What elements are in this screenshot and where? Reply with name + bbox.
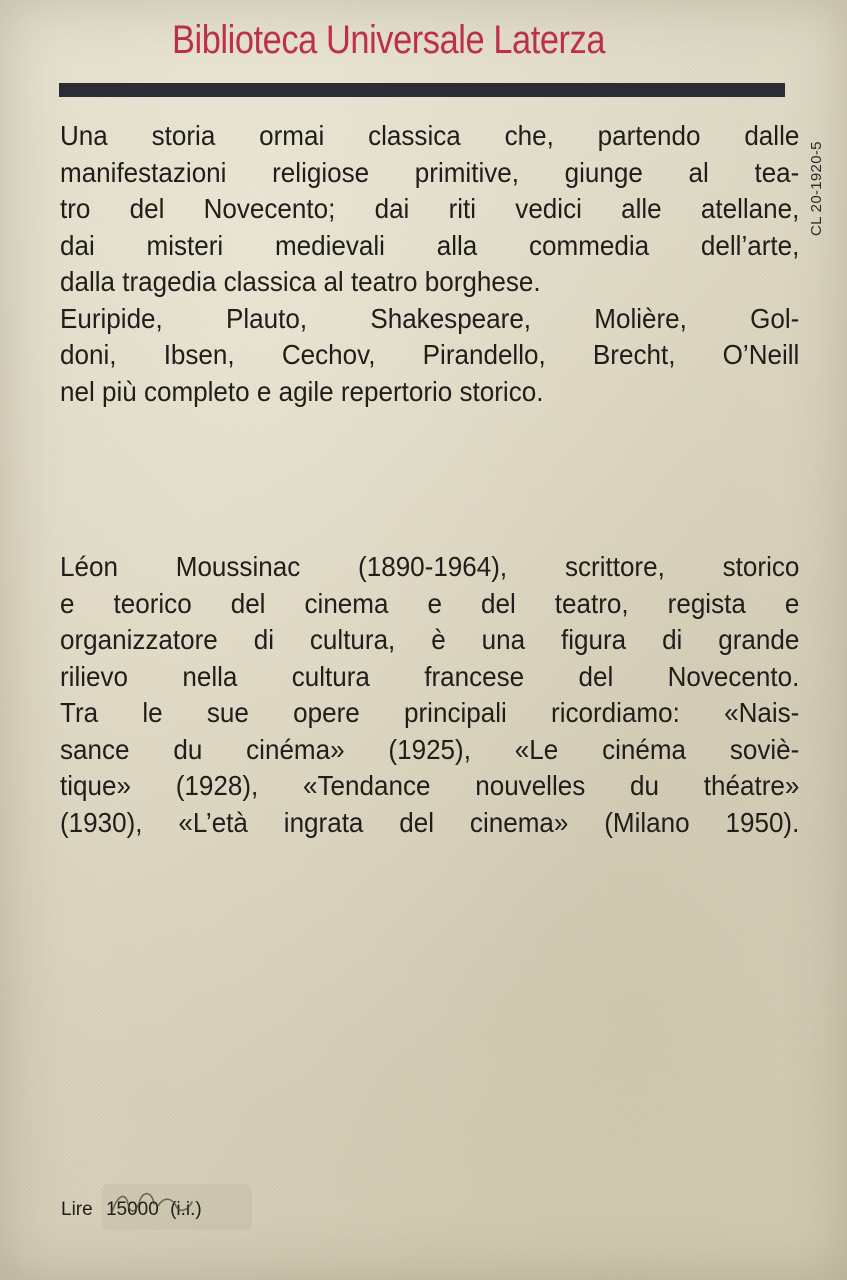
description-line: Una storia ormai classica che, partendo dalle — [60, 120, 800, 151]
author-bio-line: tique» (1928), «Tendance nouvelles du théatre» — [60, 770, 800, 801]
handwritten-correction-icon — [106, 1186, 196, 1220]
description-line: Euripide, Plauto, Shakespeare, Molière, Gol- — [60, 302, 800, 334]
description-line: dalla tragedia classica al teatro borghese. — [60, 266, 541, 297]
price-currency: Lire — [61, 1199, 93, 1220]
price-value: 15000 — [105, 1199, 159, 1220]
author-bio-line: organizzatore di cultura, è una figura di grande — [60, 624, 800, 655]
author-bio-line: Tra le sue opere principali ricordiamo: «Nais- — [60, 697, 800, 728]
author-bio-line: e teorico del cinema e del teatro, regista e — [60, 587, 800, 619]
description-line: tro del Novecento; dai riti vedici alle atellane, — [60, 193, 800, 224]
description-line: dai misteri medievali alla commedia dell’arte, — [60, 229, 800, 261]
price-tax-note: (i.i.) — [170, 1199, 202, 1220]
author-bio-line: Léon Moussinac (1890-1964), scrittore, storico — [60, 551, 800, 582]
description-paragraph — [60, 118, 800, 410]
author-bio-line: (1930), «L’età ingrata del cinema» (Milano 1950). — [60, 806, 800, 838]
author-bio-paragraph — [60, 549, 800, 841]
header-rule — [59, 83, 785, 97]
description-line: manifestazioni religiose primitive, giunge al tea- — [60, 156, 800, 188]
author-bio-line: rilievo nella cultura francese del Novecento. — [60, 660, 800, 692]
author-bio-line: sance du cinéma» (1925), «Le cinéma soviè- — [60, 733, 800, 765]
catalog-code: CL 20-1920-5 — [808, 141, 825, 236]
description-line: nel più completo e agile repertorio storico. — [60, 375, 544, 407]
description-line: doni, Ibsen, Cechov, Pirandello, Brecht, O’Neill — [60, 339, 800, 370]
series-title: Biblioteca Universale Laterza — [172, 18, 606, 62]
